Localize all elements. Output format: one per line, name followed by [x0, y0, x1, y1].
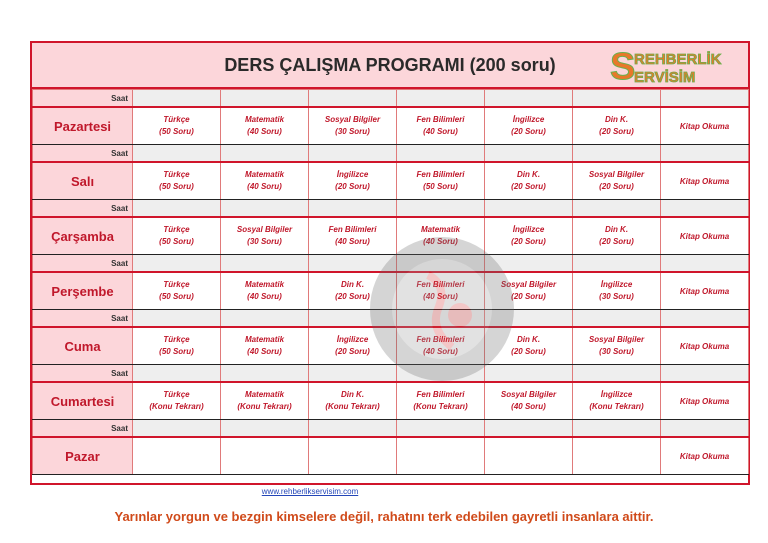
- subject-detail: (20 Soru): [511, 347, 546, 356]
- subject-detail: (40 Soru): [247, 182, 282, 191]
- saat-cell: [485, 200, 573, 218]
- subject-cell: [309, 217, 397, 255]
- day-row: [33, 437, 749, 475]
- saat-cell: [309, 310, 397, 328]
- saat-cell: [397, 90, 485, 108]
- subject-name: Din K.: [604, 115, 629, 124]
- subject-cell: [573, 327, 661, 365]
- subject-cell: [485, 162, 573, 200]
- reading-cell: Kitap Okuma: [661, 217, 749, 255]
- saat-label: Saat: [33, 200, 133, 218]
- saat-cell: [661, 90, 749, 108]
- subject-cell: [397, 327, 485, 365]
- subject-detail: (Konu Tekrarı): [589, 402, 644, 411]
- saat-cell: [133, 200, 221, 218]
- saat-row: [33, 420, 749, 438]
- subject-name: Türkçe: [163, 170, 190, 179]
- subject-detail: (Konu Tekrarı): [325, 402, 380, 411]
- subject-cell: [485, 327, 573, 365]
- subject-detail: (20 Soru): [335, 292, 370, 301]
- subject-name: Sosyal Bilgiler: [236, 225, 293, 234]
- day-row: [33, 217, 749, 255]
- reading-cell: Kitap Okuma: [661, 272, 749, 310]
- subject-detail: (50 Soru): [159, 127, 194, 136]
- saat-cell: [397, 365, 485, 383]
- subject-cell: [221, 162, 309, 200]
- subject-cell: [133, 437, 221, 475]
- subject-name: Din K.: [516, 170, 541, 179]
- subject-detail: (Konu Tekrarı): [237, 402, 292, 411]
- subject-name: Fen Bilimleri: [416, 115, 465, 124]
- subject-name: Matematik: [244, 390, 285, 399]
- day-row: [33, 107, 749, 145]
- saat-row: [33, 200, 749, 218]
- saat-cell: [397, 200, 485, 218]
- subject-name: Fen Bilimleri: [416, 280, 465, 289]
- saat-cell: [485, 310, 573, 328]
- subject-name: Türkçe: [163, 390, 190, 399]
- subject-detail: (50 Soru): [159, 237, 194, 246]
- subject-name: İngilizce: [336, 335, 369, 344]
- saat-cell: [133, 145, 221, 163]
- saat-cell: [309, 420, 397, 438]
- subject-cell: [309, 107, 397, 145]
- subject-detail: (20 Soru): [511, 127, 546, 136]
- subject-cell: [221, 107, 309, 145]
- saat-label: Saat: [33, 145, 133, 163]
- subject-detail: (50 Soru): [159, 347, 194, 356]
- saat-cell: [485, 145, 573, 163]
- saat-cell: [397, 310, 485, 328]
- subject-cell: [485, 272, 573, 310]
- saat-row: [33, 255, 749, 273]
- saat-label: Saat: [33, 365, 133, 383]
- subject-name: Türkçe: [163, 280, 190, 289]
- subject-name: Türkçe: [163, 115, 190, 124]
- subject-name: Matematik: [244, 115, 285, 124]
- saat-label: Saat: [33, 255, 133, 273]
- saat-cell: [485, 420, 573, 438]
- reading-cell: Kitap Okuma: [661, 107, 749, 145]
- saat-cell: [661, 420, 749, 438]
- saat-cell: [661, 255, 749, 273]
- subject-cell: [397, 162, 485, 200]
- subject-name: Sosyal Bilgiler: [324, 115, 381, 124]
- subject-detail: (30 Soru): [247, 237, 282, 246]
- subject-cell: [133, 162, 221, 200]
- day-name: Pazar: [33, 437, 133, 475]
- subject-detail: (40 Soru): [511, 402, 546, 411]
- saat-cell: [661, 145, 749, 163]
- reading-cell: Kitap Okuma: [661, 327, 749, 365]
- subject-cell: [221, 382, 309, 420]
- saat-cell: [397, 145, 485, 163]
- subject-name: İngilizce: [512, 225, 545, 234]
- subject-name: İngilizce: [600, 390, 633, 399]
- subject-name: Türkçe: [163, 225, 190, 234]
- subject-name: İngilizce: [512, 115, 545, 124]
- subject-cell: [309, 327, 397, 365]
- subject-name: Sosyal Bilgiler: [500, 390, 557, 399]
- saat-cell: [309, 255, 397, 273]
- reading-cell: Kitap Okuma: [661, 437, 749, 475]
- saat-cell: [221, 420, 309, 438]
- subject-detail: (20 Soru): [599, 127, 634, 136]
- saat-cell: [397, 420, 485, 438]
- saat-cell: [221, 90, 309, 108]
- subject-cell: [309, 272, 397, 310]
- subject-detail: (40 Soru): [423, 237, 458, 246]
- day-name: Cuma: [33, 327, 133, 365]
- day-name: Pazartesi: [33, 107, 133, 145]
- day-name: Cumartesi: [33, 382, 133, 420]
- subject-name: Fen Bilimleri: [416, 170, 465, 179]
- subject-name: Matematik: [244, 335, 285, 344]
- subject-detail: (40 Soru): [423, 292, 458, 301]
- day-row: [33, 272, 749, 310]
- logo-line1: REHBERLİK: [634, 51, 722, 68]
- reading-cell: Kitap Okuma: [661, 162, 749, 200]
- subject-cell: [573, 437, 661, 475]
- saat-cell: [221, 255, 309, 273]
- saat-row: [33, 145, 749, 163]
- subject-cell: [397, 382, 485, 420]
- subject-cell: [309, 437, 397, 475]
- day-name: Salı: [33, 162, 133, 200]
- saat-cell: [485, 90, 573, 108]
- subject-cell: [397, 272, 485, 310]
- subject-cell: [133, 272, 221, 310]
- saat-label: Saat: [33, 310, 133, 328]
- saat-cell: [221, 200, 309, 218]
- saat-cell: [133, 310, 221, 328]
- subject-detail: (30 Soru): [599, 347, 634, 356]
- website-link[interactable]: www.rehberlikservisim.com: [261, 487, 359, 496]
- subject-detail: (40 Soru): [335, 237, 370, 246]
- subject-cell: [573, 217, 661, 255]
- saat-cell: [573, 90, 661, 108]
- subject-cell: [573, 107, 661, 145]
- subject-detail: (40 Soru): [423, 127, 458, 136]
- subject-name: Din K.: [340, 390, 365, 399]
- subject-cell: [397, 217, 485, 255]
- subject-detail: (50 Soru): [159, 292, 194, 301]
- title-bar: [32, 43, 748, 89]
- subject-detail: (20 Soru): [511, 237, 546, 246]
- study-schedule-sheet: [30, 41, 750, 485]
- rehberlik-servisim-logo: [604, 47, 744, 87]
- subject-cell: [485, 382, 573, 420]
- subject-cell: [309, 382, 397, 420]
- subject-cell: [133, 327, 221, 365]
- saat-cell: [661, 365, 749, 383]
- subject-cell: [573, 382, 661, 420]
- subject-detail: (40 Soru): [423, 347, 458, 356]
- saat-cell: [309, 90, 397, 108]
- saat-cell: [573, 200, 661, 218]
- subject-detail: (50 Soru): [159, 182, 194, 191]
- logo-line2: ERVİSİM: [634, 69, 696, 86]
- svg-text:S: S: [610, 47, 636, 87]
- subject-name: Türkçe: [163, 335, 190, 344]
- day-row: [33, 382, 749, 420]
- subject-cell: [573, 272, 661, 310]
- subject-name: Din K.: [516, 335, 541, 344]
- saat-cell: [661, 310, 749, 328]
- day-row: [33, 327, 749, 365]
- subject-detail: (40 Soru): [247, 292, 282, 301]
- saat-cell: [573, 365, 661, 383]
- subject-name: Din K.: [340, 280, 365, 289]
- saat-cell: [485, 255, 573, 273]
- subject-name: İngilizce: [336, 170, 369, 179]
- subject-name: İngilizce: [600, 280, 633, 289]
- subject-detail: (30 Soru): [335, 127, 370, 136]
- subject-cell: [573, 162, 661, 200]
- reading-cell: Kitap Okuma: [661, 382, 749, 420]
- subject-detail: (20 Soru): [511, 182, 546, 191]
- day-name: Çarşamba: [33, 217, 133, 255]
- subject-detail: (20 Soru): [335, 182, 370, 191]
- day-name: Perşembe: [33, 272, 133, 310]
- saat-cell: [133, 420, 221, 438]
- saat-row: [33, 310, 749, 328]
- subject-detail: (40 Soru): [247, 127, 282, 136]
- subject-name: Sosyal Bilgiler: [500, 280, 557, 289]
- saat-cell: [573, 420, 661, 438]
- saat-cell: [309, 145, 397, 163]
- subject-detail: (50 Soru): [423, 182, 458, 191]
- day-row: [33, 162, 749, 200]
- subject-name: Fen Bilimleri: [416, 390, 465, 399]
- subject-detail: (20 Soru): [599, 182, 634, 191]
- saat-cell: [309, 200, 397, 218]
- subject-cell: [485, 217, 573, 255]
- saat-label: Saat: [33, 90, 133, 108]
- subject-detail: (20 Soru): [335, 347, 370, 356]
- subject-cell: [133, 382, 221, 420]
- page-title: DERS ÇALIŞMA PROGRAMI (200 soru): [224, 55, 556, 75]
- saat-row: [33, 365, 749, 383]
- subject-name: Sosyal Bilgiler: [588, 170, 645, 179]
- subject-detail: (20 Soru): [599, 237, 634, 246]
- subject-name: Matematik: [244, 170, 285, 179]
- subject-cell: [309, 162, 397, 200]
- saat-cell: [221, 365, 309, 383]
- saat-cell: [309, 365, 397, 383]
- subject-cell: [221, 272, 309, 310]
- saat-cell: [573, 255, 661, 273]
- saat-cell: [485, 365, 573, 383]
- saat-cell: [661, 200, 749, 218]
- subject-name: Din K.: [604, 225, 629, 234]
- subject-detail: (40 Soru): [247, 347, 282, 356]
- subject-detail: (30 Soru): [599, 292, 634, 301]
- subject-cell: [221, 217, 309, 255]
- saat-cell: [133, 255, 221, 273]
- subject-detail: (20 Soru): [511, 292, 546, 301]
- subject-name: Sosyal Bilgiler: [588, 335, 645, 344]
- schedule-table: [32, 89, 749, 475]
- subject-cell: [133, 217, 221, 255]
- subject-detail: (Konu Tekrarı): [149, 402, 204, 411]
- saat-row: [33, 90, 749, 108]
- subject-cell: [221, 437, 309, 475]
- saat-cell: [133, 90, 221, 108]
- subject-name: Fen Bilimleri: [328, 225, 377, 234]
- saat-cell: [221, 310, 309, 328]
- subject-cell: [133, 107, 221, 145]
- motto-text: Yarınlar yorgun ve bezgin kimselere değil, rahatını terk edebilen gayretli insanlara aittir.: [114, 509, 654, 524]
- saat-cell: [397, 255, 485, 273]
- subject-cell: [485, 107, 573, 145]
- saat-cell: [573, 145, 661, 163]
- subject-cell: [485, 437, 573, 475]
- saat-cell: [221, 145, 309, 163]
- subject-cell: [397, 437, 485, 475]
- subject-cell: [221, 327, 309, 365]
- saat-label: Saat: [33, 420, 133, 438]
- subject-name: Fen Bilimleri: [416, 335, 465, 344]
- subject-detail: (Konu Tekrarı): [413, 402, 468, 411]
- subject-name: Matematik: [420, 225, 461, 234]
- saat-cell: [133, 365, 221, 383]
- saat-cell: [573, 310, 661, 328]
- subject-name: Matematik: [244, 280, 285, 289]
- subject-cell: [397, 107, 485, 145]
